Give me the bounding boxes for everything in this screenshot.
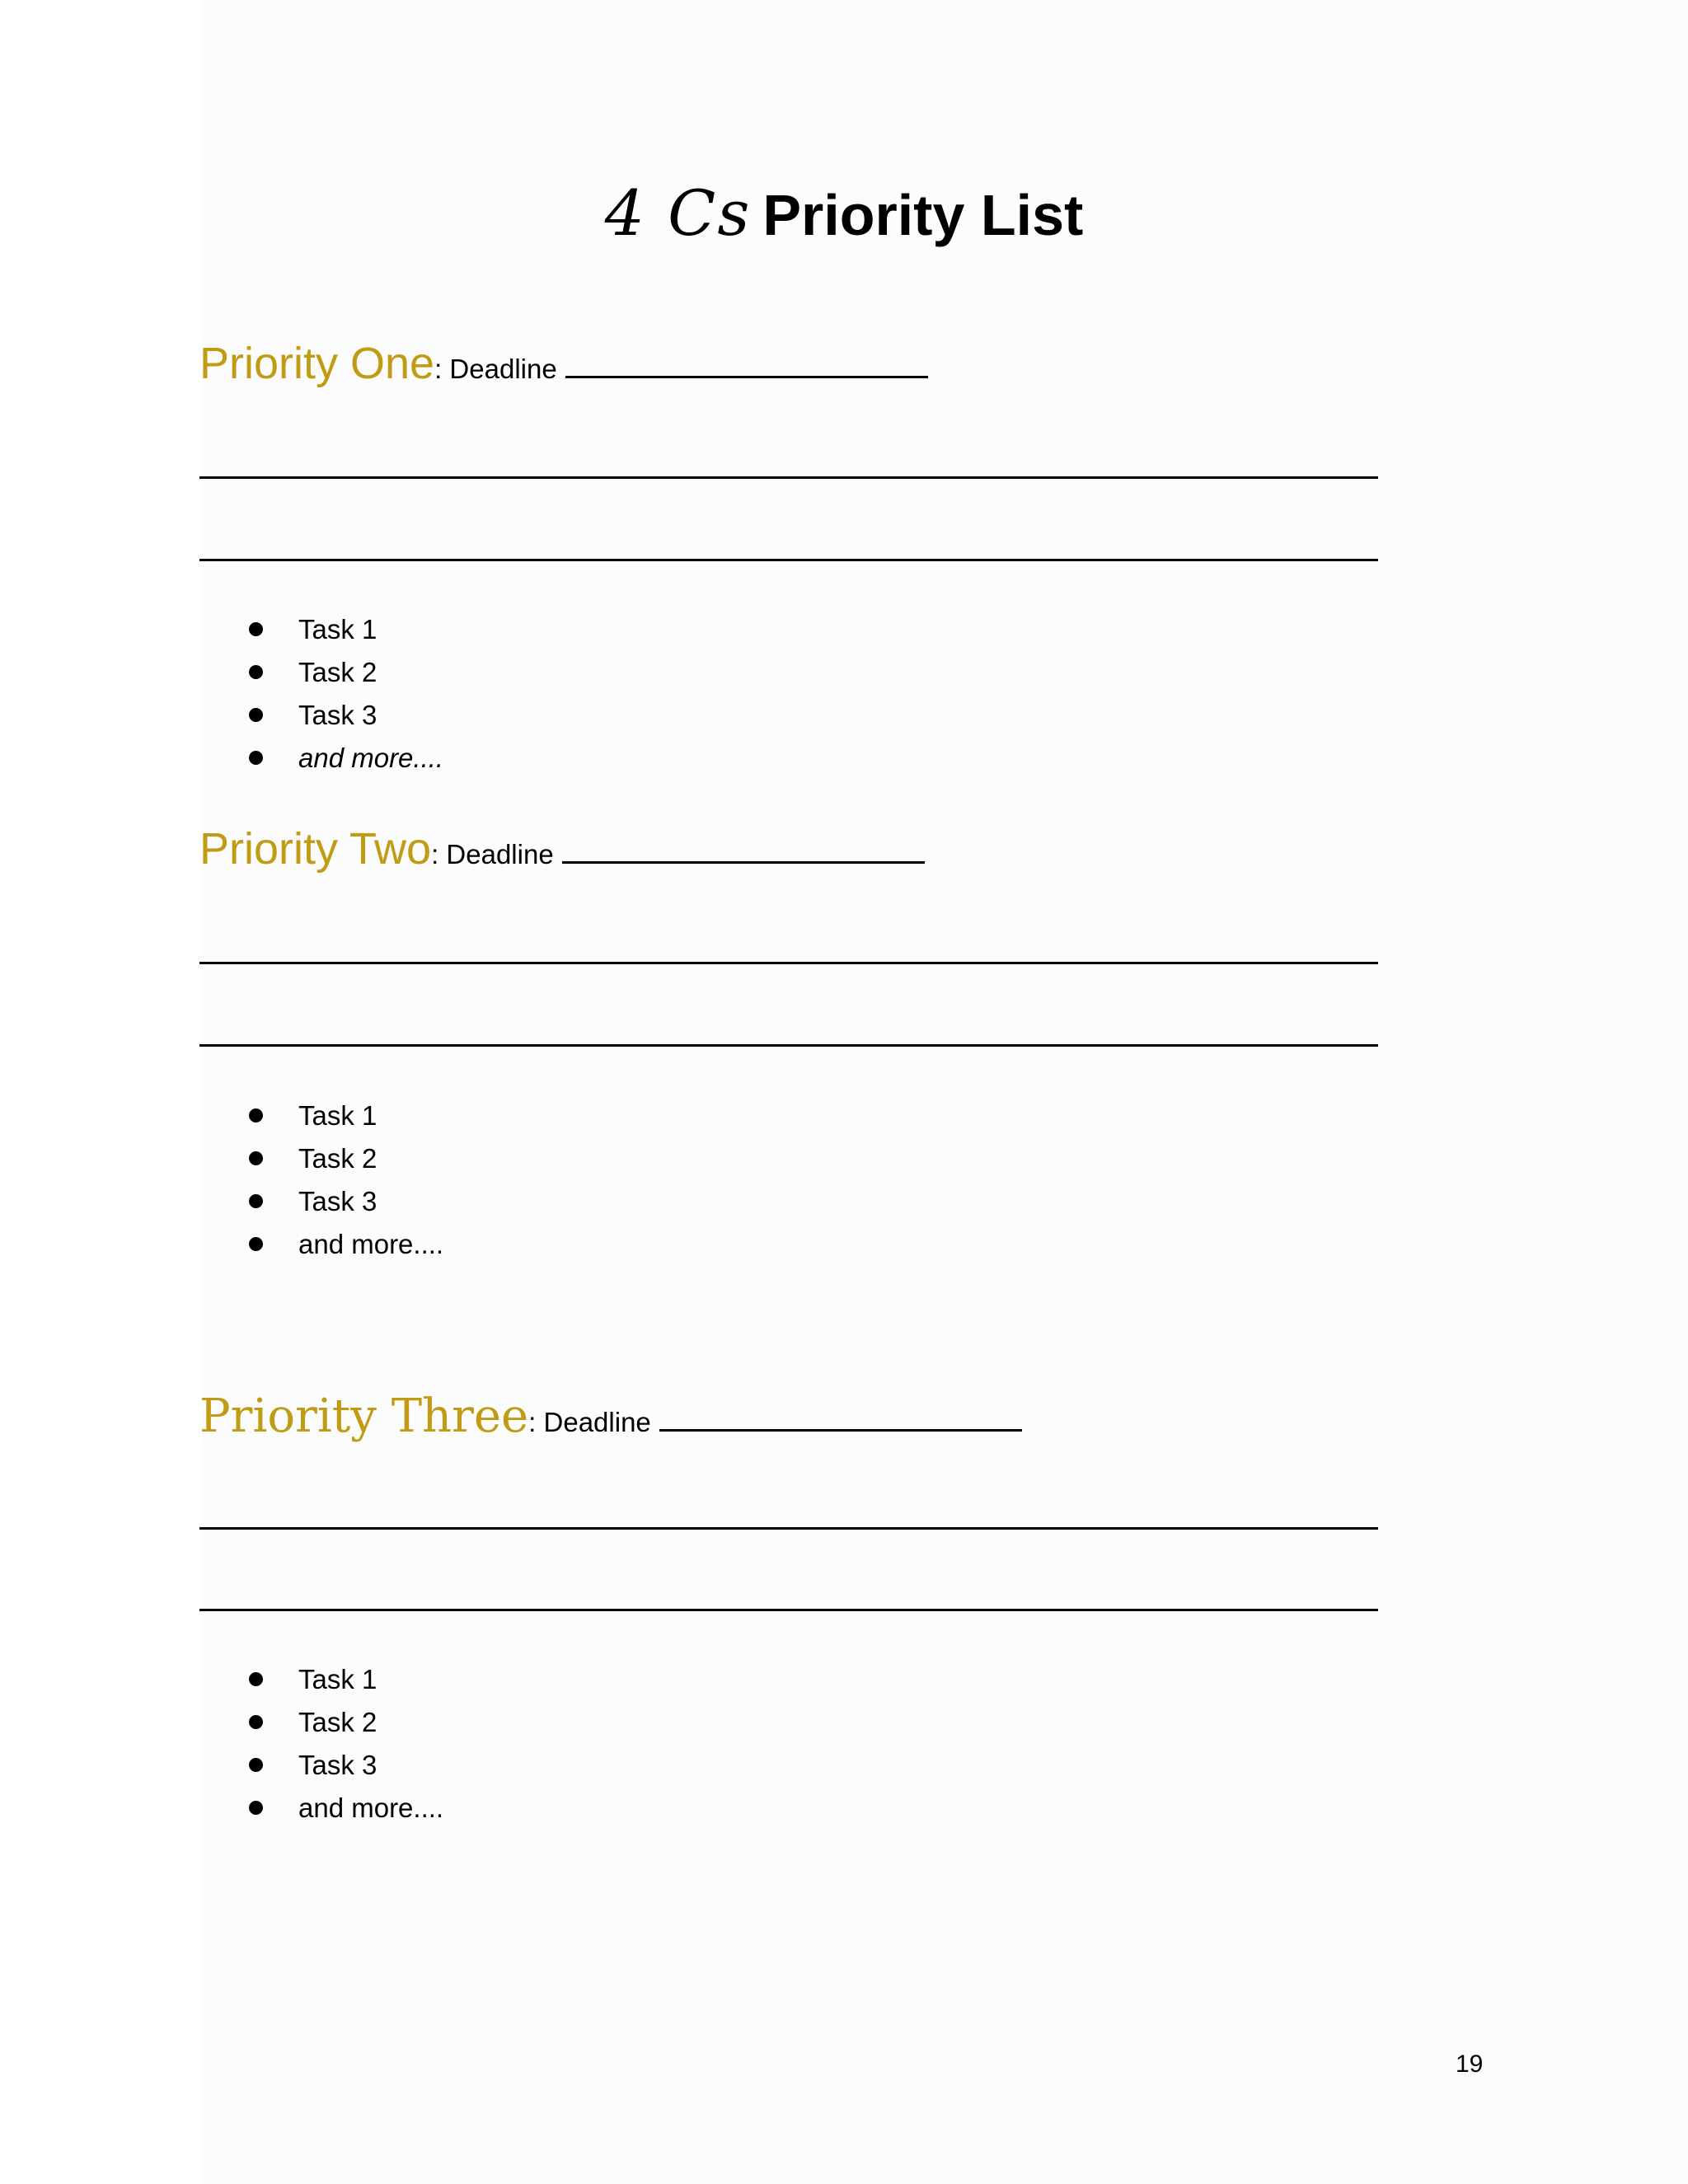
list-item (199, 1787, 443, 1830)
list-item (199, 1744, 443, 1787)
bullet-icon (249, 1194, 263, 1208)
bullet-icon (249, 1801, 263, 1815)
bullet-icon (249, 1758, 263, 1772)
bullet-icon (249, 751, 263, 765)
bullet-icon (249, 1237, 263, 1251)
priority-one-deadline-label: : Deadline (434, 354, 557, 384)
title-script-part: 4 Cs (604, 176, 752, 250)
task-label: Task 2 (298, 1143, 377, 1174)
list-item (199, 737, 443, 780)
list-item (199, 608, 443, 651)
bullet-icon (249, 708, 263, 722)
bullet-icon (249, 1715, 263, 1729)
list-item (199, 1180, 443, 1223)
task-label: and more.... (298, 1793, 444, 1823)
priority-three-deadline-blank[interactable] (659, 1428, 1022, 1432)
task-label: Task 1 (298, 614, 377, 644)
list-item (199, 1223, 443, 1266)
priority-three-blank-line-1[interactable] (199, 1527, 1378, 1530)
list-item (199, 1658, 443, 1701)
priority-one-heading (199, 338, 928, 389)
priority-one-task-list (199, 608, 443, 780)
priority-three-task-list (199, 1658, 443, 1830)
bullet-icon (249, 622, 263, 636)
priority-two-heading (199, 823, 925, 874)
task-label: Task 1 (298, 1664, 377, 1694)
priority-one-title: Priority One (199, 339, 435, 388)
priority-one-blank-line-1[interactable] (199, 476, 1378, 479)
priority-one-deadline-blank[interactable] (565, 375, 928, 378)
list-item (199, 694, 443, 737)
task-label: Task 2 (298, 657, 377, 687)
priority-two-title: Priority Two (199, 824, 432, 874)
priority-two-blank-line-2[interactable] (199, 1044, 1378, 1047)
task-label: Task 3 (298, 1750, 377, 1780)
bullet-icon (249, 665, 263, 679)
task-label: and more.... (298, 1229, 444, 1259)
page-background (202, 0, 1688, 2184)
priority-three-blank-line-2[interactable] (199, 1609, 1378, 1611)
list-item (199, 1094, 443, 1137)
priority-three-heading (199, 1390, 1022, 1443)
priority-one-blank-line-2[interactable] (199, 559, 1378, 561)
bullet-icon (249, 1108, 263, 1122)
bullet-icon (249, 1672, 263, 1686)
list-item (199, 651, 443, 694)
task-label: Task 1 (298, 1100, 377, 1131)
task-label: Task 2 (298, 1707, 377, 1737)
priority-two-task-list (199, 1094, 443, 1266)
priority-two-blank-line-1[interactable] (199, 962, 1378, 964)
list-item (199, 1701, 443, 1744)
title-main-part: Priority List (762, 183, 1084, 247)
list-item (199, 1137, 443, 1180)
task-label: Task 3 (298, 1186, 377, 1216)
page-number: 19 (1456, 2050, 1484, 2078)
task-label: and more.... (298, 743, 444, 773)
priority-three-title: Priority Three (199, 1390, 529, 1443)
bullet-icon (249, 1151, 263, 1165)
page-title (0, 176, 1688, 250)
priority-three-deadline-label: : Deadline (528, 1407, 651, 1437)
task-label: Task 3 (298, 700, 377, 730)
priority-two-deadline-label: : Deadline (431, 839, 554, 869)
priority-two-deadline-blank[interactable] (562, 860, 925, 864)
